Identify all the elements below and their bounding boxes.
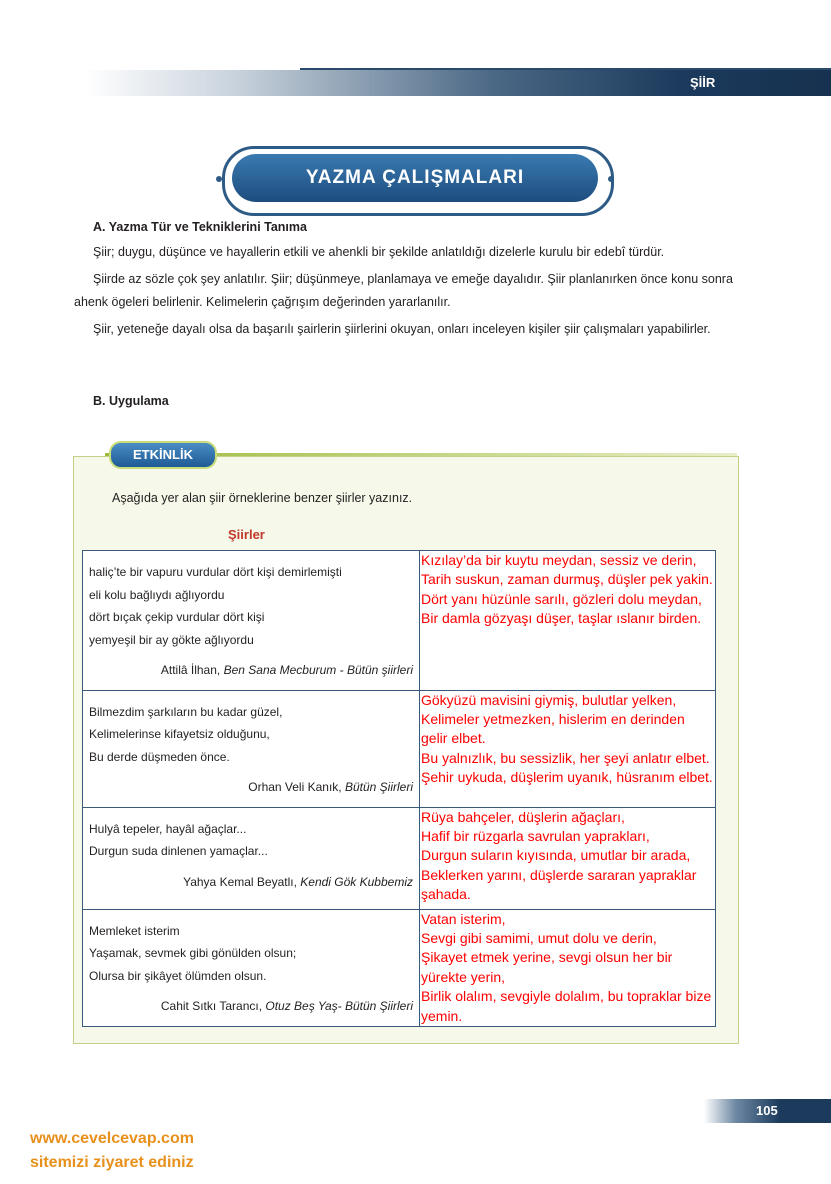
poem-source [89,871,413,894]
poem-line: haliç’te bir vapuru vurdular dört kişi demirlemişti [89,565,342,579]
poem-line: Yaşamak, sevmek gibi gönülden olsun; [89,946,297,960]
paragraph: Şiirde az sözle çok şey anlatılır. Şiir; düşünmeye, planlamaya ve emeğe dayalıdır. Şiir planlanırken önce konu sonra ahenk ögeleri belirlenir. Kelimelerin çağrışım değerinden yararlanılır. [74,271,733,309]
answer-line: Kelimeler yetmezken, hislerim en derinden gelir elbet. [421,710,685,747]
poem-line: Hulyâ tepeler, hayâl ağaçlar... [89,821,247,836]
poem-author: Orhan Veli Kanık, [248,780,345,794]
answer-line: Vatan isterim, [421,910,506,927]
page-title: YAZMA ÇALIŞMALARI [232,154,598,202]
answer-cell [420,807,716,909]
poem-line: yemyeşil bir ay gökte ağlıyordu [89,632,254,647]
answer-line: Birlik olalım, sevgiyle dolalım, bu topraklar bize yemin. [421,988,712,1024]
poem-line: Kelimelerinse kifayetsiz olduğunu, [89,727,270,741]
poem-source [89,776,413,799]
answer-cell [420,551,716,691]
table-row [83,551,716,691]
poem-source [89,659,413,682]
table-title: Şiirler [228,527,265,542]
poem-line: Memleket isterim [89,923,180,938]
poem-work: Ben Sana Mecburum - Bütün şiirleri [223,663,413,677]
answer-line: Hafif bir rüzgarla savrulan yaprakları, [421,827,650,844]
answer-line: Bir damla gözyaşı düşer, taşlar ıslanır birden. [421,610,702,627]
poem-line: dört bıçak çekip vurdular dört kişi [89,610,265,624]
watermark: www.cevelcevap.com [30,1130,194,1147]
poem-cell [83,551,420,691]
poem-line: Bilmezdim şarkıların bu kadar güzel, [89,704,283,719]
poem-work: Otuz Beş Yaş- Bütün Şiirleri [265,999,413,1013]
section-a [74,216,746,341]
answer-cell [420,690,716,807]
poem-cell [83,909,420,1026]
answer-line: Sevgi gibi samimi, umut dolu ve derin, [421,929,657,946]
section-label: ŞİİR [690,75,716,90]
answer-line: Durgun suların kıyısında, umutlar bir arada, [421,847,691,864]
title-dot-left [216,176,222,182]
table-row [83,909,716,1026]
poems-table [82,550,716,1027]
poem-work: Bütün Şiirleri [344,780,413,794]
poem-work: Kendi Gök Kubbemiz [300,874,413,889]
watermark: sitemizi ziyaret ediniz [30,1154,194,1171]
answer-line: Gökyüzü mavisini giymiş, bulutlar yelken, [421,691,677,708]
answer-line: Dört yanı hüzünle sarılı, gözleri dolu meydan, [421,590,702,607]
answer-line: Rüya bahçeler, düşlerin ağaçları, [421,808,625,825]
poem-line: Durgun suda dinlenen yamaçlar... [89,844,268,858]
poem-line: eli kolu bağlıydı ağlıyordu [89,587,225,602]
answer-cell [420,909,716,1026]
activity-instruction: Aşağıda yer alan şiir örneklerine benzer şiirler yazınız. [112,491,413,505]
page-number-band [704,1099,831,1123]
header-band [85,70,831,96]
answer-line: Beklerken yarını, düşlerde sararan yapraklar şahada. [421,866,697,903]
page-number: 105 [756,1103,778,1118]
answer-line: Şehir uykuda, düşlerim uyanık, hüsranım elbet. [421,769,713,786]
poem-author: Yahya Kemal Beyatlı, [183,874,301,889]
paragraph: Şiir, yeteneğe dayalı olsa da başarılı şairlerin şiirlerini okuyan, onları inceleyen kişiler şiir çalışmaları yapabilirler. [93,321,711,336]
table-row [83,807,716,909]
poem-cell [83,690,420,807]
title-dot-right [608,176,614,182]
poem-author: Attilâ İlhan, [160,663,224,677]
section-b-heading: B. Uygulama [93,394,169,408]
poem-line: Olursa bir şikâyet ölümden olsun. [89,968,267,983]
answer-line: Bu yalnızlık, bu sessizlik, her şeyi anlatır elbet. [421,749,710,766]
answer-line: Şikayet etmek yerine, sevgi olsun her bir yürekte yerin, [421,949,673,985]
poem-cell [83,807,420,909]
paragraph: Şiir; duygu, düşünce ve hayallerin etkili ve ahenkli bir şekilde anlatıldığı dizelerle kurulu bir edebî türdür. [93,245,665,259]
table-row [83,690,716,807]
answer-line: Kızılay’da bir kuytu meydan, sessiz ve derin, [421,552,697,568]
activity-badge: ETKİNLİK [109,441,217,469]
answer-line: Tarih suskun, zaman durmuş, düşler pek yakin. [421,571,713,588]
poem-author: Cahit Sıtkı Tarancı, [160,999,266,1013]
section-a-heading: A. Yazma Tür ve Tekniklerini Tanıma [93,220,307,234]
poem-source [89,995,413,1018]
poem-line: Bu derde düşmeden önce. [89,749,230,764]
